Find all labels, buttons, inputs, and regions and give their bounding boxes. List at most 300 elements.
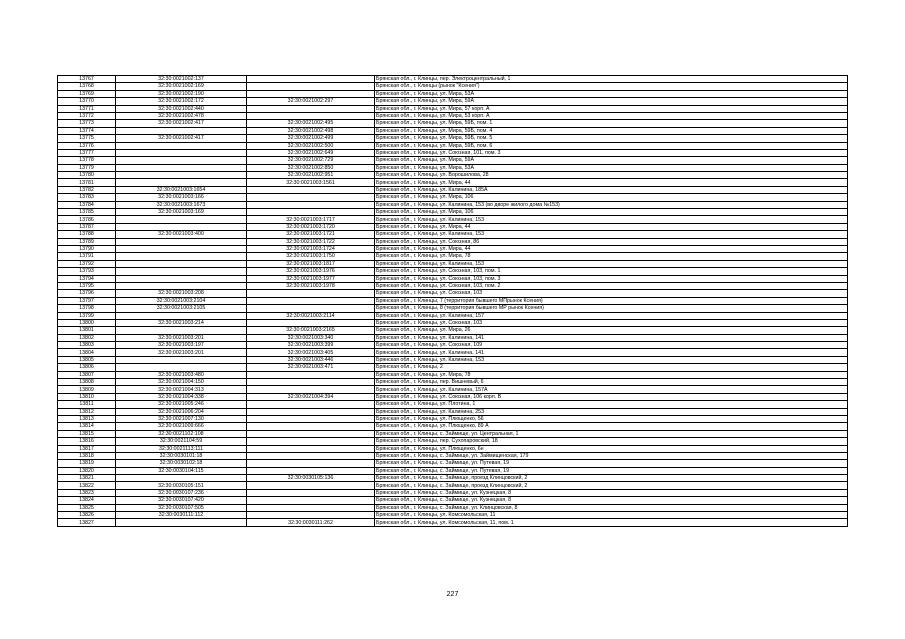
- cadastral-number-cell: 32:30:0021002:172: [116, 98, 247, 105]
- cadastral-number-cell: 32:30:0021002:137: [116, 76, 247, 83]
- cadastral-number-cell: 32:30:0021002:440: [116, 105, 247, 112]
- table-row: [58, 512, 848, 519]
- cadastral-number-cell: 32:30:0021003:166: [116, 194, 247, 201]
- row-number-cell: 13802: [58, 334, 116, 341]
- object-cadastral-number-cell: 32:30:0021002:850: [247, 164, 375, 171]
- address-cell: Брянская обл., г. Клинцы, с. Займище, ул. Клинцовская, 8: [375, 504, 848, 511]
- table-row: [58, 379, 848, 386]
- row-number-cell: 13818: [58, 452, 116, 459]
- row-number-cell: 13789: [58, 238, 116, 245]
- table-row: [58, 371, 848, 378]
- cadastral-number-cell: [116, 327, 247, 334]
- address-cell: Брянская обл., г. Клинцы, ул. Мира, 44: [375, 223, 848, 230]
- object-cadastral-number-cell: 32:30:0021003:446: [247, 356, 375, 363]
- table-row: [58, 445, 848, 452]
- object-cadastral-number-cell: [247, 371, 375, 378]
- address-cell: Брянская обл., г. Клинцы, с. Займище, проезд Клинцовский, 2: [375, 475, 848, 482]
- row-number-cell: 13810: [58, 393, 116, 400]
- object-cadastral-number-cell: [247, 482, 375, 489]
- table-row: [58, 216, 848, 223]
- address-cell: Брянская обл., г. Клинцы, с. Займище, ул. Путевая, 19: [375, 460, 848, 467]
- row-number-cell: 13800: [58, 319, 116, 326]
- address-cell: Брянская обл., г. Клинцы, ул. Мира, 53А: [375, 164, 848, 171]
- row-number-cell: 13781: [58, 179, 116, 186]
- address-cell: Брянская обл., г. Клинцы, ул. Калинина, 157: [375, 312, 848, 319]
- object-cadastral-number-cell: [247, 467, 375, 474]
- table-row: [58, 489, 848, 496]
- cadastral-number-cell: [116, 142, 247, 149]
- table-row: [58, 364, 848, 371]
- object-cadastral-number-cell: [247, 90, 375, 97]
- object-cadastral-number-cell: [247, 460, 375, 467]
- row-number-cell: 13808: [58, 379, 116, 386]
- table-row: [58, 415, 848, 422]
- cadastral-number-cell: 32:30:0021009:666: [116, 423, 247, 430]
- row-number-cell: 13785: [58, 209, 116, 216]
- property-registry-table: [57, 75, 848, 527]
- row-number-cell: 13787: [58, 223, 116, 230]
- cadastral-number-cell: 32:30:0030105:151: [116, 482, 247, 489]
- address-cell: Брянская обл., г. Клинцы, ул. Калинина, 153: [375, 260, 848, 267]
- table-row: [58, 142, 848, 149]
- address-cell: Брянская обл., г. Клинцы, ул. Мира, 59Б, пом. 4: [375, 127, 848, 134]
- object-cadastral-number-cell: [247, 408, 375, 415]
- row-number-cell: 13772: [58, 112, 116, 119]
- row-number-cell: 13792: [58, 260, 116, 267]
- address-cell: Брянская обл., г. Клинцы, 2: [375, 364, 848, 371]
- object-cadastral-number-cell: 32:30:0021002:951: [247, 172, 375, 179]
- address-cell: Брянская обл., г. Клинцы, ул. Мира, 44: [375, 179, 848, 186]
- address-cell: Брянская обл., г. Клинцы, ул. Союзная, 103: [375, 290, 848, 297]
- address-cell: Брянская обл., г. Клинцы, ул. Мира, 26: [375, 327, 848, 334]
- object-cadastral-number-cell: [247, 401, 375, 408]
- cadastral-number-cell: 32:30:0030107:236: [116, 489, 247, 496]
- table-row: [58, 401, 848, 408]
- row-number-cell: 13779: [58, 164, 116, 171]
- object-cadastral-number-cell: 32:30:0021003:1721: [247, 231, 375, 238]
- table-row: [58, 127, 848, 134]
- address-cell: Брянская обл., г. Клинцы, ул. Союзная, 106 корп. В: [375, 393, 848, 400]
- table-row: [58, 342, 848, 349]
- object-cadastral-number-cell: [247, 379, 375, 386]
- cadastral-number-cell: 32:30:0021002:190: [116, 90, 247, 97]
- table-row: [58, 98, 848, 105]
- address-cell: Брянская обл., г. Клинцы, ул. Калинина, 141: [375, 349, 848, 356]
- cadastral-number-cell: 32:30:0021104:59: [116, 438, 247, 445]
- cadastral-number-cell: 32:30:0021003:400: [116, 231, 247, 238]
- object-cadastral-number-cell: [247, 438, 375, 445]
- address-cell: Брянская обл., г. Клинцы, ул. Мира, 53А: [375, 90, 848, 97]
- object-cadastral-number-cell: [247, 415, 375, 422]
- cadastral-number-cell: 32:30:0021003:201: [116, 334, 247, 341]
- address-cell: Брянская обл., г. Клинцы, ул. Союзная, 109: [375, 342, 848, 349]
- table-row: [58, 238, 848, 245]
- cadastral-number-cell: [116, 223, 247, 230]
- table-row: [58, 245, 848, 252]
- cadastral-number-cell: [116, 164, 247, 171]
- object-cadastral-number-cell: 32:30:0021003:2114: [247, 312, 375, 319]
- address-cell: Брянская обл., г. Клинцы, ул. Мира, 59Б, пом. 6: [375, 142, 848, 149]
- cadastral-number-cell: 32:30:0021006:204: [116, 408, 247, 415]
- address-cell: Брянская обл., г. Клинцы, ул. Комсомольская, 11, пом. 1: [375, 519, 848, 526]
- cadastral-number-cell: [116, 253, 247, 260]
- address-cell: Брянская обл., г. Клинцы, ул. Союзная, 103: [375, 319, 848, 326]
- table-row: [58, 438, 848, 445]
- table-row: [58, 305, 848, 312]
- object-cadastral-number-cell: 32:30:0021003:471: [247, 364, 375, 371]
- row-number-cell: 13774: [58, 127, 116, 134]
- object-cadastral-number-cell: 32:30:0021003:1817: [247, 260, 375, 267]
- row-number-cell: 13817: [58, 445, 116, 452]
- cadastral-number-cell: 32:30:0021003:2105: [116, 305, 247, 312]
- table-row: [58, 497, 848, 504]
- cadastral-number-cell: [116, 268, 247, 275]
- address-cell: Брянская обл., г. Клинцы, с. Займище, ул. Займищенская, 179: [375, 452, 848, 459]
- object-cadastral-number-cell: 32:30:0021002:649: [247, 149, 375, 156]
- cadastral-number-cell: [116, 312, 247, 319]
- row-number-cell: 13795: [58, 282, 116, 289]
- table-row: [58, 149, 848, 156]
- cadastral-number-cell: 32:30:0030107:505: [116, 504, 247, 511]
- cadastral-number-cell: 32:30:0021003:201: [116, 349, 247, 356]
- address-cell: Брянская обл., г. Клинцы, ул. Мира, 59А: [375, 98, 848, 105]
- cadastral-number-cell: [116, 127, 247, 134]
- cadastral-number-cell: 32:30:0030107:420: [116, 497, 247, 504]
- row-number-cell: 13803: [58, 342, 116, 349]
- cadastral-number-cell: [116, 260, 247, 267]
- object-cadastral-number-cell: 32:30:0021004:394: [247, 393, 375, 400]
- address-cell: Брянская обл., г. Клинцы, ул. Мира, 106: [375, 209, 848, 216]
- row-number-cell: 13827: [58, 519, 116, 526]
- row-number-cell: 13783: [58, 194, 116, 201]
- table-row: [58, 327, 848, 334]
- address-cell: Брянская обл., г. Клинцы, ул. Калинина, 157А: [375, 386, 848, 393]
- address-cell: Брянская обл., г. Клинцы, ул. Плющенко, 89 А: [375, 423, 848, 430]
- cadastral-number-cell: 32:30:0021003:208: [116, 290, 247, 297]
- address-cell: Брянская обл., г. Клинцы (рынок "Ксения"): [375, 83, 848, 90]
- address-cell: Брянская обл., г. Клинцы, пер. Сухопаровский, 18: [375, 438, 848, 445]
- object-cadastral-number-cell: 32:30:0021002:297: [247, 98, 375, 105]
- address-cell: Брянская обл., г. Клинцы, 7 (территория бывшего МПрынок Ксения): [375, 297, 848, 304]
- address-cell: Брянская обл., г. Клинцы, ул. Мира, 59Б, пом. 5: [375, 135, 848, 142]
- object-cadastral-number-cell: 32:30:0021003:1561: [247, 179, 375, 186]
- object-cadastral-number-cell: [247, 297, 375, 304]
- table-row: [58, 209, 848, 216]
- cadastral-number-cell: 32:30:0021002:478: [116, 112, 247, 119]
- table-row: [58, 408, 848, 415]
- row-number-cell: 13823: [58, 489, 116, 496]
- row-number-cell: 13813: [58, 415, 116, 422]
- row-number-cell: 13824: [58, 497, 116, 504]
- row-number-cell: 13790: [58, 245, 116, 252]
- object-cadastral-number-cell: [247, 430, 375, 437]
- cadastral-number-cell: 32:30:0021003:197: [116, 342, 247, 349]
- object-cadastral-number-cell: 32:30:0021003:2165: [247, 327, 375, 334]
- table-row: [58, 120, 848, 127]
- table-row: [58, 260, 848, 267]
- row-number-cell: 13797: [58, 297, 116, 304]
- cadastral-number-cell: [116, 245, 247, 252]
- address-cell: Брянская обл., г. Клинцы, ул. Союзная, 103, пом. 3: [375, 275, 848, 282]
- object-cadastral-number-cell: [247, 209, 375, 216]
- object-cadastral-number-cell: 32:30:0021003:1722: [247, 238, 375, 245]
- page-number: 227: [446, 591, 459, 598]
- address-cell: Брянская обл., г. Клинцы, пер. Электроцентральный, 1: [375, 76, 848, 83]
- row-number-cell: 13767: [58, 76, 116, 83]
- object-cadastral-number-cell: 32:30:0021003:1717: [247, 216, 375, 223]
- table-row: [58, 467, 848, 474]
- row-number-cell: 13811: [58, 401, 116, 408]
- cadastral-number-cell: 32:30:0030102:18: [116, 460, 247, 467]
- table-row: [58, 356, 848, 363]
- cadastral-number-cell: 32:30:0021102:108: [116, 430, 247, 437]
- table-row: [58, 386, 848, 393]
- table-row: [58, 312, 848, 319]
- object-cadastral-number-cell: [247, 83, 375, 90]
- object-cadastral-number-cell: 32:30:0021003:1750: [247, 253, 375, 260]
- object-cadastral-number-cell: [247, 76, 375, 83]
- table-row: [58, 297, 848, 304]
- table-row: [58, 112, 848, 119]
- address-cell: Брянская обл., г. Клинцы, ул. Плотина, 1: [375, 401, 848, 408]
- row-number-cell: 13782: [58, 186, 116, 193]
- row-number-cell: 13825: [58, 504, 116, 511]
- cadastral-number-cell: [116, 216, 247, 223]
- address-cell: Брянская обл., г. Клинцы, с. Займище, ул. Кузнецкая, 8: [375, 497, 848, 504]
- address-cell: Брянская обл., г. Клинцы, ул. Союзная, 103, пом. 1: [375, 268, 848, 275]
- row-number-cell: 13807: [58, 371, 116, 378]
- cadastral-number-cell: [116, 179, 247, 186]
- address-cell: Брянская обл., г. Клинцы, ул. Калинина, 153: [375, 356, 848, 363]
- object-cadastral-number-cell: [247, 386, 375, 393]
- table-row: [58, 349, 848, 356]
- object-cadastral-number-cell: 32:30:0021003:1977: [247, 275, 375, 282]
- address-cell: Брянская обл., г. Клинцы, ул. Калинина, 153: [375, 231, 848, 238]
- cadastral-number-cell: [116, 275, 247, 282]
- row-number-cell: 13773: [58, 120, 116, 127]
- row-number-cell: 13786: [58, 216, 116, 223]
- address-cell: Брянская обл., г. Клинцы, ул. Мира, 78: [375, 371, 848, 378]
- object-cadastral-number-cell: 32:30:0021003:1978: [247, 282, 375, 289]
- address-cell: Брянская обл., г. Клинцы, ул. Калинина, 253: [375, 408, 848, 415]
- cadastral-number-cell: 32:30:0021003:1654: [116, 186, 247, 193]
- table-row: [58, 164, 848, 171]
- object-cadastral-number-cell: [247, 497, 375, 504]
- cadastral-number-cell: 32:30:0030101:18: [116, 452, 247, 459]
- cadastral-number-cell: 32:30:0021004:313: [116, 386, 247, 393]
- row-number-cell: 13822: [58, 482, 116, 489]
- object-cadastral-number-cell: [247, 452, 375, 459]
- row-number-cell: 13793: [58, 268, 116, 275]
- row-number-cell: 13769: [58, 90, 116, 97]
- address-cell: Брянская обл., г. Клинцы, ул. Калинина, 153 (во дворе жилого дома №153): [375, 201, 848, 208]
- row-number-cell: 13820: [58, 467, 116, 474]
- object-cadastral-number-cell: 32:30:0021003:399: [247, 342, 375, 349]
- object-cadastral-number-cell: [247, 504, 375, 511]
- object-cadastral-number-cell: 32:30:0021002:495: [247, 120, 375, 127]
- address-cell: Брянская обл., г. Клинцы, с. Займище, проезд Клинцовский, 2: [375, 482, 848, 489]
- row-number-cell: 13799: [58, 312, 116, 319]
- cadastral-number-cell: [116, 172, 247, 179]
- table-row: [58, 290, 848, 297]
- address-cell: Брянская обл., г. Клинцы, ул. Союзная, 101, пом. 3: [375, 149, 848, 156]
- row-number-cell: 13775: [58, 135, 116, 142]
- row-number-cell: 13788: [58, 231, 116, 238]
- table-row: [58, 268, 848, 275]
- object-cadastral-number-cell: [247, 290, 375, 297]
- address-cell: Брянская обл., г. Клинцы, 8 (территория бывшего МР рынок Ксения): [375, 305, 848, 312]
- table-row: [58, 504, 848, 511]
- row-number-cell: 13794: [58, 275, 116, 282]
- cadastral-number-cell: 32:30:0030104:115: [116, 467, 247, 474]
- row-number-cell: 13805: [58, 356, 116, 363]
- table-row: [58, 157, 848, 164]
- table-row: [58, 186, 848, 193]
- cadastral-number-cell: 32:30:0021003:480: [116, 371, 247, 378]
- cadastral-number-cell: [116, 157, 247, 164]
- address-cell: Брянская обл., г. Клинцы, ул. Мира, 53 корп. А: [375, 112, 848, 119]
- cadastral-number-cell: 32:30:0021003:214: [116, 319, 247, 326]
- cadastral-number-cell: [116, 356, 247, 363]
- address-cell: Брянская обл., г. Клинцы, ул. Союзная, 86: [375, 238, 848, 245]
- table-row: [58, 179, 848, 186]
- object-cadastral-number-cell: [247, 194, 375, 201]
- row-number-cell: 13791: [58, 253, 116, 260]
- object-cadastral-number-cell: [247, 105, 375, 112]
- row-number-cell: 13770: [58, 98, 116, 105]
- table-row: [58, 172, 848, 179]
- table-row: [58, 253, 848, 260]
- cadastral-number-cell: [116, 475, 247, 482]
- address-cell: Брянская обл., г. Клинцы, ул. Ворошилова, 28: [375, 172, 848, 179]
- object-cadastral-number-cell: [247, 186, 375, 193]
- table-row: [58, 282, 848, 289]
- cadastral-number-cell: 32:30:0021005:246: [116, 401, 247, 408]
- registry-table-body: [58, 76, 848, 527]
- cadastral-number-cell: [116, 238, 247, 245]
- cadastral-number-cell: 32:30:0030111:112: [116, 512, 247, 519]
- table-row: [58, 135, 848, 142]
- row-number-cell: 13815: [58, 430, 116, 437]
- table-row: [58, 105, 848, 112]
- table-row: [58, 275, 848, 282]
- address-cell: Брянская обл., г. Клинцы, ул. Плющенко, 56: [375, 415, 848, 422]
- address-cell: Брянская обл., г. Клинцы, ул. Мира, 59Б, пом. 1: [375, 120, 848, 127]
- object-cadastral-number-cell: [247, 201, 375, 208]
- address-cell: Брянская обл., г. Клинцы, ул. Мира, 106: [375, 194, 848, 201]
- object-cadastral-number-cell: [247, 319, 375, 326]
- row-number-cell: 13821: [58, 475, 116, 482]
- address-cell: Брянская обл., г. Клинцы, ул. Плющенко, 6н: [375, 445, 848, 452]
- object-cadastral-number-cell: [247, 512, 375, 519]
- object-cadastral-number-cell: 32:30:0021002:500: [247, 142, 375, 149]
- row-number-cell: 13771: [58, 105, 116, 112]
- address-cell: Брянская обл., г. Клинцы, ул. Калинина, 141: [375, 334, 848, 341]
- address-cell: Брянская обл., г. Клинцы, ул. Мира, 59А: [375, 157, 848, 164]
- address-cell: Брянская обл., г. Клинцы, с. Займище, ул. Центральная, 1: [375, 430, 848, 437]
- cadastral-number-cell: 32:30:0021003:1673: [116, 201, 247, 208]
- table-row: [58, 194, 848, 201]
- row-number-cell: 13784: [58, 201, 116, 208]
- address-cell: Брянская обл., г. Клинцы, ул. Мира, 78: [375, 253, 848, 260]
- table-row: [58, 430, 848, 437]
- cadastral-number-cell: 32:30:0021004:338: [116, 393, 247, 400]
- cadastral-number-cell: [116, 519, 247, 526]
- table-row: [58, 201, 848, 208]
- object-cadastral-number-cell: [247, 489, 375, 496]
- cadastral-number-cell: 32:30:0021003:2104: [116, 297, 247, 304]
- cadastral-number-cell: 32:30:0021004:150: [116, 379, 247, 386]
- address-cell: Брянская обл., г. Клинцы, ул. Калинина, 153: [375, 216, 848, 223]
- cadastral-number-cell: 32:30:0021002:417: [116, 135, 247, 142]
- object-cadastral-number-cell: 32:30:0021002:498: [247, 127, 375, 134]
- row-number-cell: 13814: [58, 423, 116, 430]
- cadastral-number-cell: 32:30:0021002:417: [116, 120, 247, 127]
- object-cadastral-number-cell: 32:30:0021002:499: [247, 135, 375, 142]
- cadastral-number-cell: 32:30:0021113:111: [116, 445, 247, 452]
- table-row: [58, 475, 848, 482]
- row-number-cell: 13819: [58, 460, 116, 467]
- table-row: [58, 519, 848, 526]
- object-cadastral-number-cell: 32:30:0021003:1724: [247, 245, 375, 252]
- row-number-cell: 13812: [58, 408, 116, 415]
- cadastral-number-cell: [116, 282, 247, 289]
- address-cell: Брянская обл., г. Клинцы, ул. Комсомольская, 11: [375, 512, 848, 519]
- address-cell: Брянская обл., г. Клинцы, с. Займище, ул. Кузнецкая, 8: [375, 489, 848, 496]
- address-cell: Брянская обл., г. Клинцы, пер. Вишневый, 6: [375, 379, 848, 386]
- table-row: [58, 76, 848, 83]
- row-number-cell: 13778: [58, 157, 116, 164]
- object-cadastral-number-cell: 32:30:0021003:1976: [247, 268, 375, 275]
- table-row: [58, 460, 848, 467]
- table-row: [58, 319, 848, 326]
- address-cell: Брянская обл., г. Клинцы, ул. Мира, 57 корп. А: [375, 105, 848, 112]
- table-row: [58, 83, 848, 90]
- table-row: [58, 334, 848, 341]
- object-cadastral-number-cell: 32:30:0030105:136: [247, 475, 375, 482]
- object-cadastral-number-cell: 32:30:0030111:262: [247, 519, 375, 526]
- row-number-cell: 13806: [58, 364, 116, 371]
- table-row: [58, 482, 848, 489]
- address-cell: Брянская обл., г. Клинцы, ул. Союзная, 103, пом. 2: [375, 282, 848, 289]
- object-cadastral-number-cell: [247, 423, 375, 430]
- address-cell: Брянская обл., г. Клинцы, ул. Мира, 44: [375, 245, 848, 252]
- address-cell: Брянская обл., г. Клинцы, с. Займище, ул. Путевая, 19: [375, 467, 848, 474]
- table-row: [58, 423, 848, 430]
- cadastral-number-cell: 32:30:0021007:130: [116, 415, 247, 422]
- object-cadastral-number-cell: 32:30:0021003:405: [247, 349, 375, 356]
- object-cadastral-number-cell: [247, 445, 375, 452]
- object-cadastral-number-cell: 32:30:0021002:729: [247, 157, 375, 164]
- table-row: [58, 223, 848, 230]
- row-number-cell: 13801: [58, 327, 116, 334]
- row-number-cell: 13768: [58, 83, 116, 90]
- address-cell: Брянская обл., г. Клинцы, ул. Калинина, 185А: [375, 186, 848, 193]
- cadastral-number-cell: 32:30:0021003:169: [116, 209, 247, 216]
- row-number-cell: 13809: [58, 386, 116, 393]
- object-cadastral-number-cell: [247, 112, 375, 119]
- row-number-cell: 13826: [58, 512, 116, 519]
- row-number-cell: 13777: [58, 149, 116, 156]
- cadastral-number-cell: 32:30:0021002:169: [116, 83, 247, 90]
- table-row: [58, 90, 848, 97]
- row-number-cell: 13780: [58, 172, 116, 179]
- table-row: [58, 393, 848, 400]
- table-row: [58, 452, 848, 459]
- table-row: [58, 231, 848, 238]
- row-number-cell: 13804: [58, 349, 116, 356]
- row-number-cell: 13816: [58, 438, 116, 445]
